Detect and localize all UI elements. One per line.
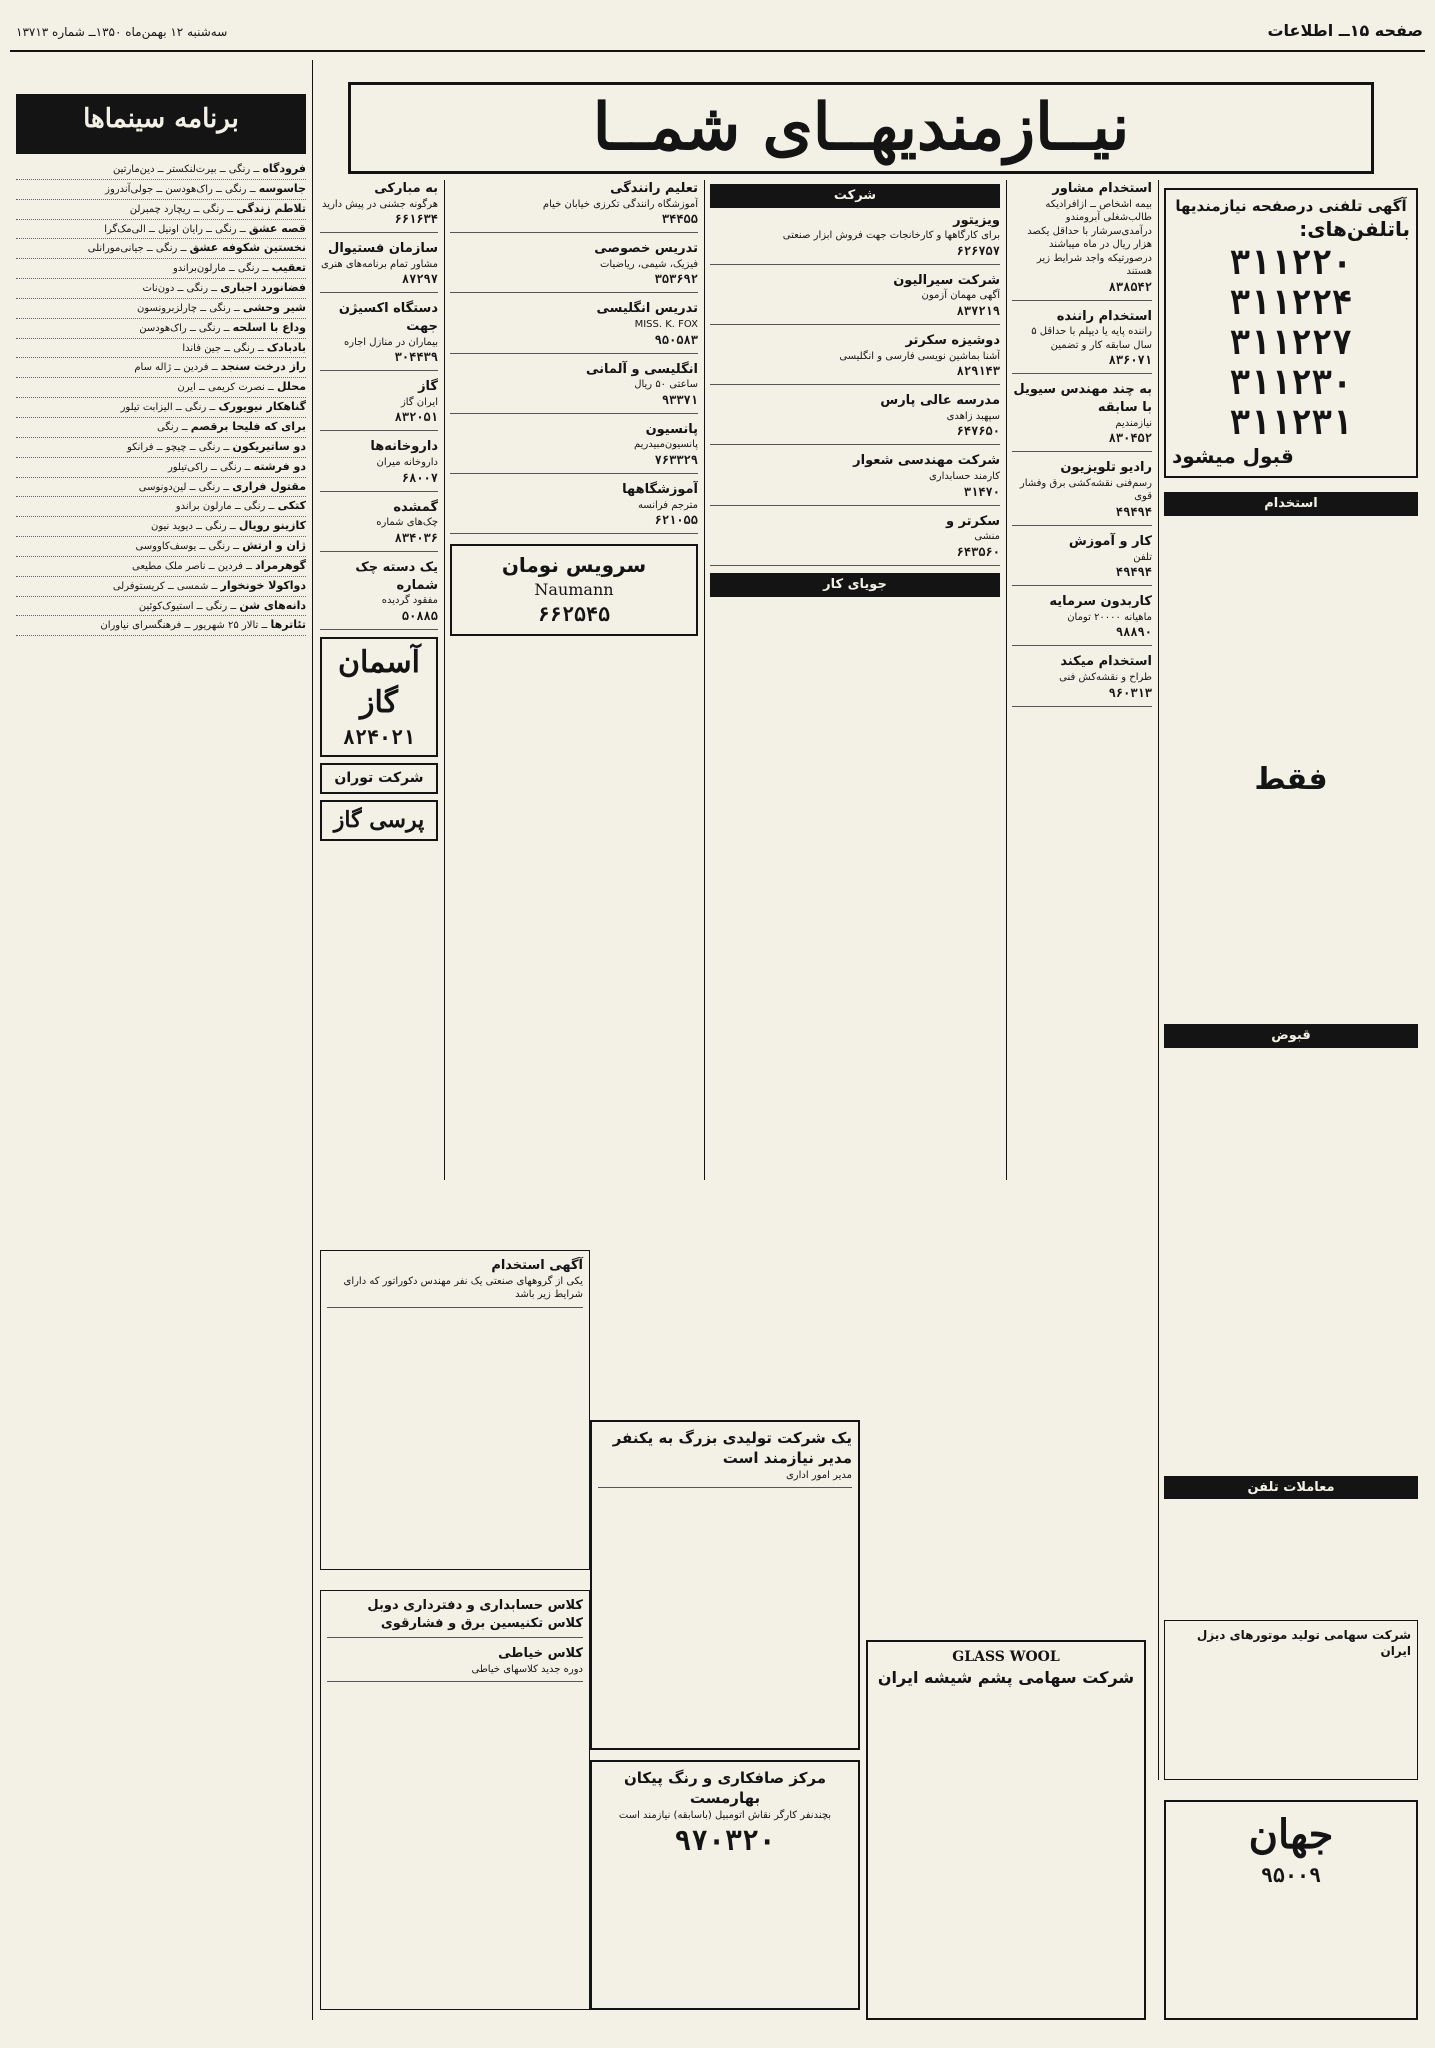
cinema-film-desc: رنگی ــ رایان اونیل ــ الی‌مک‌گرا: [104, 223, 237, 235]
cinema-film-name: مقتول فراری: [232, 479, 306, 493]
ad-phone: ۳۱۴۷۰: [963, 484, 1000, 499]
aseman-gas-logo: آسمان گاز ۸۲۴۰۲۱: [320, 637, 438, 757]
ad-title: به مبارکی: [374, 181, 438, 196]
cinema-film-name: جاسوسه: [258, 181, 306, 195]
tel-phone-number: ۳۱۱۲۳۱: [1229, 403, 1353, 444]
cinema-film-desc: رنگی ــ جیانی‌مورانلی: [87, 243, 178, 255]
cinema-film-desc: رنگی ــ چیچو ــ فرانکو: [126, 441, 221, 453]
ad-body: مفقود گردیده: [381, 595, 438, 607]
cinema-film-desc: رنگی ــ بیرت‌لنکستر ــ دین‌مارتین: [113, 164, 251, 175]
tel-ads-box: آگهی تلفنی درصفحه نیازمندیها باتلفن‌های: ۳۱۱۲۲۰ ۳۱۱۲۲۴ ۳۱۱۲۲۷ ۳۱۱۲۳۰ ۳۱۱۲۳۱ قبول میشود: [1164, 188, 1418, 478]
tel-phone-number: ۳۱۱۲۳۰: [1229, 363, 1353, 404]
ad-title: یک دسته چک شماره: [355, 559, 438, 593]
classified-ad: [710, 513, 1000, 566]
ad-title: استخدام میکند: [1060, 654, 1152, 670]
cinema-item: وداع با اسلحه ــ رنگی ــ راک‌هودسن: [16, 319, 306, 339]
ad-title: کاربدون سرمایه: [1049, 594, 1152, 610]
ad-phone: ۴۹۴۹۴: [1115, 565, 1152, 580]
ad-body: هرگونه جشنی در پیش دارید: [322, 198, 438, 210]
cinema-item: ژان و ارتش ــ رنگی ــ یوسف‌کاووسی: [16, 537, 306, 557]
cinema-film-desc: رنگی ــ راک‌هودسن ــ جولی‌آندروز: [105, 183, 247, 195]
cinema-item: گناهکار نیویورک ــ رنگی ــ الیزابت تیلور: [16, 398, 306, 418]
classified-ad: [1012, 653, 1152, 706]
ad-body: برای کارگاهها و کارخانجات جهت فروش ابزار صنعتی: [782, 230, 1000, 242]
tel-phone-number: ۳۱۱۲۲۰: [1229, 243, 1353, 284]
bottom-ad-3: یک شرکت تولیدی بزرگ به یکنفر مدیر نیازمند است مدیر امور اداری: [590, 1420, 860, 1750]
cinema-film-desc: رنگی ــ دیوید نیون: [150, 521, 227, 533]
cinema-item: قصه عشق ــ رنگی ــ رایان اونیل ــ الی‌مک‌گرا: [16, 220, 306, 240]
cinema-item: دو فرشته ــ رنگی ــ راکی‌تیلور: [16, 458, 306, 478]
cinema-film-name: نخستین شکوفه عشق: [189, 241, 306, 255]
classified-ad: [450, 361, 698, 414]
mid2-ad-column: [450, 180, 698, 1180]
cinema-film-name: قصه عشق: [248, 221, 306, 235]
ad-title: گاز: [418, 379, 438, 395]
cinema-item: بادبادک ــ رنگی ــ جین فاندا: [16, 339, 306, 359]
ad-title: به چند مهندس سیویل با سابقه: [1013, 382, 1152, 416]
cinema-film-name: گناهکار نیویورک: [218, 400, 306, 414]
cinema-film-name: فضانورد اجباری: [220, 281, 306, 295]
date-line: سه‌شنبه ۱۲ بهمن‌ماه ۱۳۵۰ــ شماره ۱۳۷۱۳: [16, 25, 228, 39]
ad-title: استخدام راننده: [1056, 308, 1152, 324]
ad-body: منشی: [974, 531, 1000, 543]
classified-ad: [710, 452, 1000, 505]
classified-ad: [320, 559, 438, 630]
ad-phone: ۳۴۴۵۵: [661, 212, 698, 227]
classified-ad: [710, 392, 1000, 445]
page-banner: نیــازمندیهــای شمــا: [348, 82, 1374, 174]
cinema-item: تئاترها ــ تالار ۲۵ شهریور ــ فرهنگسرای نیاوران: [16, 616, 306, 636]
ad-phone: ۸۳۸۵۴۲: [1108, 279, 1152, 294]
bottom-ad-4: مرکز صافکاری و رنگ پیکان بهارمست بچندنفر کارگر نقاش اتومبیل (باسابقه) نیازمند است ۹۷۰۳۲۰: [590, 1760, 860, 2010]
ad-title: تدریس انگلیسی: [596, 301, 698, 317]
cinema-item: کازینو رویال ــ رنگی ــ دیوید نیون: [16, 517, 306, 537]
cinema-film-desc: رنگی ــ لین‌دونوسی: [138, 481, 221, 493]
tel-phone-number: ۳۱۱۲۲۴: [1229, 283, 1353, 324]
ad-title: داروخانه‌ها: [370, 439, 438, 455]
ad-title: استخدام مشاور: [1052, 181, 1152, 196]
ad-title: پانسیون: [645, 421, 698, 437]
classified-ad: [710, 272, 1000, 325]
bottom-ad-5: GLASS WOOL شرکت سهامی پشم شیشه ایران: [866, 1640, 1146, 2020]
ad-phone: ۶۲۶۷۵۷: [956, 243, 1000, 258]
cinema-film-desc: فردین ــ ژاله سام: [134, 362, 209, 374]
classified-ad: [320, 300, 438, 371]
cinema-item: مقتول فراری ــ رنگی ــ لین‌دونوسی: [16, 478, 306, 498]
cinema-film-desc: رنگی ــ ریچارد چمبرلن: [129, 203, 225, 215]
ad-title: سازمان فستیوال: [328, 241, 438, 257]
classified-ad: [1012, 593, 1152, 646]
cinema-film-desc: رنگی ــ مارلون براندو: [175, 501, 266, 513]
cinema-film-desc: رنگی ــ دون‌نات: [142, 283, 209, 295]
section-sherkat: شرکت: [710, 184, 1000, 208]
ad-phone: ۹۸۸۹۰: [1115, 625, 1152, 640]
cinema-film-desc: رنگی ــ الیزابت تیلور: [120, 402, 207, 414]
classified-ad: [320, 240, 438, 293]
ad-body: ایران گاز: [400, 396, 438, 408]
cinema-film-desc: تالار ۲۵ شهریور ــ فرهنگسرای نیاوران: [100, 620, 259, 632]
cinema-film-name: وداع با اسلحه: [232, 320, 306, 334]
cinema-film-name: تعقیب: [271, 261, 306, 275]
ad-phone: ۸۷۲۹۷: [401, 272, 438, 287]
ad-title: تدریس خصوصی: [594, 241, 698, 257]
cinema-item: فرودگاه ــ رنگی ــ بیرت‌لنکستر ــ دین‌مارتین: [16, 160, 306, 180]
left-ad-column: [320, 180, 438, 1210]
right-ad-column: [1012, 180, 1152, 1180]
ad-body: MISS. K. FOX: [634, 319, 698, 331]
cinema-item: راز درخت سنجد ــ فردین ــ ژاله سام: [16, 358, 306, 378]
naumann-service-box: سرویس نومان Naumann ۶۶۲۵۴۵: [450, 544, 698, 636]
cinema-film-name: ژان و ارتش: [242, 539, 306, 553]
ad-phone: ۶۸۰۰۷: [401, 470, 438, 485]
cinema-film-desc: رنگی ــ مارلون‌براندو: [172, 263, 260, 275]
cinema-film-name: شیر وحشی: [242, 300, 306, 314]
ad-body: ساعتی ۵۰ ریال: [634, 379, 698, 391]
cinema-item: دانه‌های شن ــ رنگی ــ استیوک‌کوئین: [16, 597, 306, 617]
ad-body: مشاور تمام برنامه‌های هنری: [321, 258, 438, 270]
ad-body: چک‌های شماره: [376, 517, 438, 529]
ad-title: کار و آموزش: [1068, 533, 1152, 549]
ad-title: ویزیتور: [953, 212, 1000, 228]
ad-body: راننده پایه یا دیپلم با حداقل ۵ سال سابقه کار و تضمین: [1031, 326, 1152, 351]
section-moamelat-telefon: معاملات تلفن: [1164, 1476, 1418, 1500]
ad-body: بیماران در منازل اجاره: [344, 336, 438, 348]
classified-ad: [1012, 533, 1152, 586]
cinema-item: دواکولا خونخوار ــ شمسی ــ کریستوفرلی: [16, 577, 306, 597]
ad-phone: ۵۰۸۸۵: [401, 608, 438, 623]
ad-title: انگلیسی و آلمانی: [586, 361, 698, 377]
cinema-item: تعقیب ــ رنگی ــ مارلون‌براندو: [16, 259, 306, 279]
ad-body: نیازمندیم: [1115, 417, 1152, 429]
ad-title: شرکت مهندسی شعوار: [853, 453, 1000, 469]
loan-text: [1164, 520, 1418, 760]
cinema-item: نخستین شکوفه عشق ــ رنگی ــ جیانی‌مورانلی: [16, 239, 306, 259]
ad-phone: ۶۶۱۶۳۴: [394, 212, 438, 227]
ad-phone: ۸۳۰۴۵۲: [1108, 431, 1152, 446]
cinema-film-name: دو فرشته: [253, 459, 306, 473]
cinema-item: تلاطم زندگی ــ رنگی ــ ریچارد چمبرلن: [16, 200, 306, 220]
cinema-film-desc: رنگی ــ جین فاندا: [182, 342, 255, 354]
classified-ad: [320, 438, 438, 491]
ad-body: کارمند حسابداری: [928, 471, 1000, 483]
tel-phone-list: [1172, 243, 1410, 443]
cinema-film-name: راز درخت سنجد: [220, 360, 306, 374]
classified-ad: [320, 180, 438, 233]
ad-title: شرکت سیرالیون: [893, 272, 1000, 288]
cinema-film-desc: رنگی ــ راک‌هودسن: [139, 322, 221, 334]
cinema-film-desc: رنگی ــ استیوک‌کوئین: [138, 600, 228, 612]
cinema-item: کتکی ــ رنگی ــ مارلون براندو: [16, 497, 306, 517]
cinema-film-name: دانه‌های شن: [239, 598, 306, 612]
section-estekhdam: استخدام: [1164, 492, 1418, 516]
ad-phone: ۸۲۹۱۴۳: [956, 364, 1000, 379]
ad-body: فیزیک، شیمی، ریاضیات: [599, 258, 698, 270]
tooran-logo: شرکت توران: [320, 763, 438, 794]
ad-title: مدرسه عالی پارس: [880, 393, 1000, 409]
ad-body: تلفن: [1133, 551, 1152, 563]
classified-ad: [450, 240, 698, 293]
classified-ad: [320, 499, 438, 552]
ad-phone: ۹۶۰۳۱۳: [1108, 685, 1152, 700]
ad-phone: ۸۳۶۰۷۱: [1108, 353, 1152, 368]
cinema-film-name: فرودگاه: [262, 162, 306, 175]
classified-ad: [450, 180, 698, 233]
ad-body: بیمه اشخاص ــ ازافرادیکه طالب‌شغلی آبرومندو درآمدی‌سرشار با حداقل یکصد هزار ریال در ماه میباشند درصورتیکه واجد شرایط زیر هستند: [1027, 198, 1152, 278]
ad-phone: ۸۳۲۰۵۱: [394, 410, 438, 425]
classified-ad: [710, 212, 1000, 265]
classified-ad: [1012, 381, 1152, 452]
cinema-item: برای که فلیحا برقصم ــ رنگی: [16, 418, 306, 438]
ad-body: آگهی مهمان آزمون: [921, 290, 1000, 302]
cinema-film-name: تئاترها: [270, 618, 306, 632]
ad-phone: ۶۲۱۰۵۵: [654, 513, 698, 528]
classified-ad: [450, 421, 698, 474]
cinema-item: شیر وحشی ــ رنگی ــ چارلزبرونسون: [16, 299, 306, 319]
classified-ad: [320, 378, 438, 431]
cinema-film-desc: شمسی ــ کریستوفرلی: [112, 580, 209, 592]
cinema-film-name: بادبادک: [266, 340, 306, 354]
ad-title: رادیو تلویزیون: [1060, 460, 1152, 476]
ad-body: پانسیون‌مبیدریم: [634, 439, 698, 451]
cinema-item: دو ساتیریکون ــ رنگی ــ چیچو ــ فرانکو: [16, 438, 306, 458]
cinema-film-name: محلل: [276, 380, 306, 394]
cinema-film-name: دواکولا خونخوار: [220, 578, 306, 592]
cinema-film-name: دو ساتیریکون: [232, 439, 306, 453]
bottom-ad-1: کلاس حسابداری و دفترداری دوبل کلاس تکنیسین برق و فشارقوی کلاس خیاطی دوره جدید کلاسهای خیاطی: [320, 1590, 590, 2010]
cinema-list: [16, 160, 306, 636]
tel-ads-column: [1164, 188, 1418, 1808]
ad-phone: ۳۵۳۶۹۲: [654, 272, 698, 287]
bottom-ad-0: آگهی استخدام یکی از گروههای صنعتی یک نفر مهندس دکوراتور که دارای شرایط زیر باشد: [320, 1250, 590, 1570]
cinema-film-desc: نصرت کریمی ــ ایرن: [177, 382, 265, 394]
classified-ad: [1012, 180, 1152, 301]
ad-body: طراح و نقشه‌کش فنی: [1059, 672, 1152, 683]
ad-body: آموزشگاه رانندگی تکرزی خیابان خیام: [542, 198, 698, 210]
cinema-item: فضانورد اجباری ــ رنگی ــ دون‌نات: [16, 279, 306, 299]
ad-phone: ۶۴۷۶۵۰: [956, 424, 1000, 439]
ad-title: آموزشگاهها: [622, 482, 698, 498]
ad-body: داروخانه میران: [376, 457, 438, 469]
ad-body: سپهبد زاهدی: [946, 410, 1000, 422]
cinema-film-desc: رنگی ــ چارلزبرونسون: [137, 302, 231, 314]
cinema-film-name: کتکی: [277, 499, 306, 513]
ad-body: مترجم فرانسه: [637, 499, 698, 511]
ad-title: دوشیزه سکرتر: [905, 333, 1000, 349]
ad-title: تعلیم رانندگی: [610, 181, 698, 196]
classified-ad: [710, 332, 1000, 385]
ad-phone: ۸۳۷۲۱۹: [956, 303, 1000, 318]
cinema-film-desc: رنگی ــ راکی‌تیلور: [167, 461, 242, 473]
classified-ad: [1012, 459, 1152, 526]
cinema-film-desc: فردین ــ ناصر ملک مطیعی: [132, 560, 243, 572]
cinema-film-desc: رنگی ــ یوسف‌کاووسی: [135, 541, 230, 553]
ad-body: آشنا بماشین نویسی فارسی و انگلیسی: [839, 350, 1000, 362]
cinema-title: برنامه سینماها: [16, 94, 306, 154]
faghat-title: فقط: [1254, 761, 1328, 797]
ad-title: سکرتر و: [945, 513, 1000, 529]
mid1-ad-column: [710, 180, 1000, 1180]
ad-phone: ۷۶۳۳۲۹: [654, 452, 698, 467]
cinema-item: محلل ــ نصرت کریمی ــ ایرن: [16, 378, 306, 398]
tel-phone-number: ۳۱۱۲۲۷: [1229, 323, 1353, 364]
classified-ad: [450, 300, 698, 353]
section-jooyaye-kar: جویای کار: [710, 573, 1000, 597]
ad-phone: ۶۴۳۵۶۰: [956, 544, 1000, 559]
ad-body: ماهیانه ۲۰۰۰۰ تومان: [1067, 611, 1152, 623]
jahan-ad: جهان ۹۵۰۰۹: [1164, 1800, 1418, 2020]
ad-phone: ۹۵۰۵۸۳: [654, 332, 698, 347]
cinema-film-name: کازینو رویال: [238, 519, 306, 533]
bottom-ad-6: شرکت سهامی تولید موتورهای دیزل ایران: [1164, 1620, 1418, 1780]
ad-title: گمشده: [393, 499, 438, 515]
cinema-column: [16, 94, 306, 1994]
ad-phone: ۹۳۳۷۱: [661, 392, 698, 407]
ad-phone: ۴۹۴۹۴: [1115, 504, 1152, 519]
page-label: صفحه ۱۵ــ اطلاعات: [1267, 21, 1423, 40]
classified-ad: [1012, 308, 1152, 375]
cinema-film-name: تلاطم زندگی: [236, 201, 306, 215]
ad-body: رسم‌فنی نقشه‌کشی برق وفشار قوی: [1019, 477, 1152, 503]
section-ghaboo: قبوض: [1164, 1024, 1418, 1048]
cinema-film-name: گوهرمراد: [255, 558, 306, 572]
classified-ad: [450, 481, 698, 534]
cinema-film-desc: رنگی: [157, 421, 179, 433]
cinema-film-name: برای که فلیحا برقصم: [190, 419, 306, 433]
persi-gas-logo: پرسی گاز: [320, 800, 438, 842]
ad-title: دستگاه اکسیژن جهت: [338, 301, 438, 335]
cinema-item: گوهرمراد ــ فردین ــ ناصر ملک مطیعی: [16, 557, 306, 577]
ad-phone: ۳۰۴۴۳۹: [394, 350, 438, 365]
ad-phone: ۸۳۴۰۳۶: [394, 530, 438, 545]
cinema-item: جاسوسه ــ رنگی ــ راک‌هودسن ــ جولی‌آندروز: [16, 180, 306, 200]
